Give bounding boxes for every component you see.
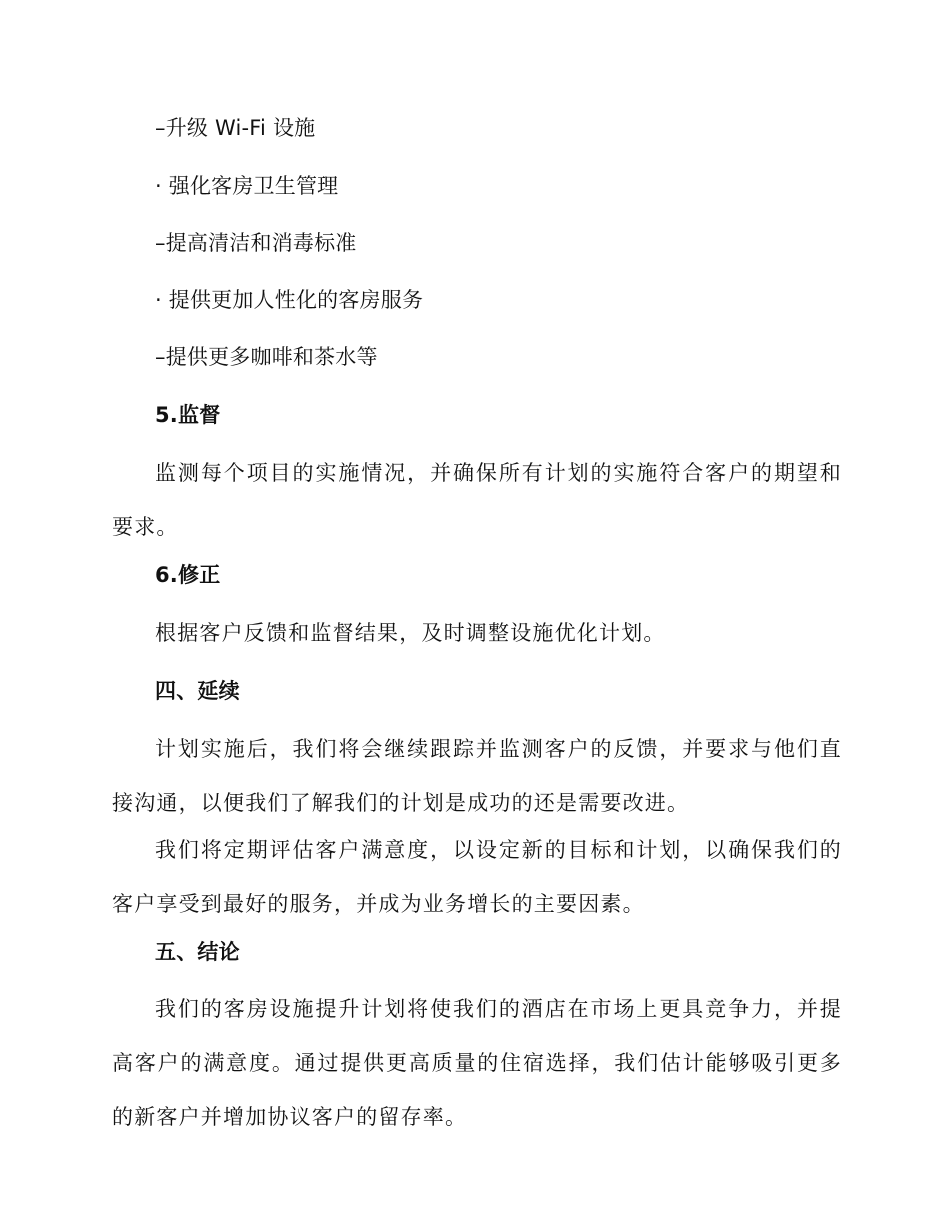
list-item: · 强化客房卫生管理 (155, 174, 339, 198)
list-item: –升级 Wi-Fi 设施 (155, 116, 316, 140)
section-heading-continuation: 四、延续 (155, 679, 240, 703)
section-heading-correction: 6.修正 (155, 563, 221, 587)
paragraph-supervision: 监测每个项目的实施情况，并确保所有计划的实施符合客户的期望和要求。 (112, 461, 842, 539)
section-heading-supervision: 5.监督 (155, 403, 221, 427)
paragraph-continuation-1: 计划实施后，我们将会继续跟踪并监测客户的反馈，并要求与他们直接沟通，以便我们了解我们的计划是成功的还是需要改进。 (112, 737, 842, 815)
list-item: –提高清洁和消毒标准 (155, 231, 357, 255)
paragraph-conclusion: 我们的客房设施提升计划将使我们的酒店在市场上更具竞争力，并提高客户的满意度。通过提供更高质量的住宿选择，我们估计能够吸引更多的新客户并增加协议客户的留存率。 (112, 997, 842, 1129)
paragraph-continuation-2: 我们将定期评估客户满意度，以设定新的目标和计划，以确保我们的客户享受到最好的服务，并成为业务增长的主要因素。 (112, 838, 842, 916)
list-item: –提供更多咖啡和茶水等 (155, 345, 378, 369)
paragraph-correction: 根据客户反馈和监督结果，及时调整设施优化计划。 (155, 621, 666, 645)
list-item: · 提供更加人性化的客房服务 (155, 288, 424, 312)
section-heading-conclusion: 五、结论 (155, 940, 240, 964)
